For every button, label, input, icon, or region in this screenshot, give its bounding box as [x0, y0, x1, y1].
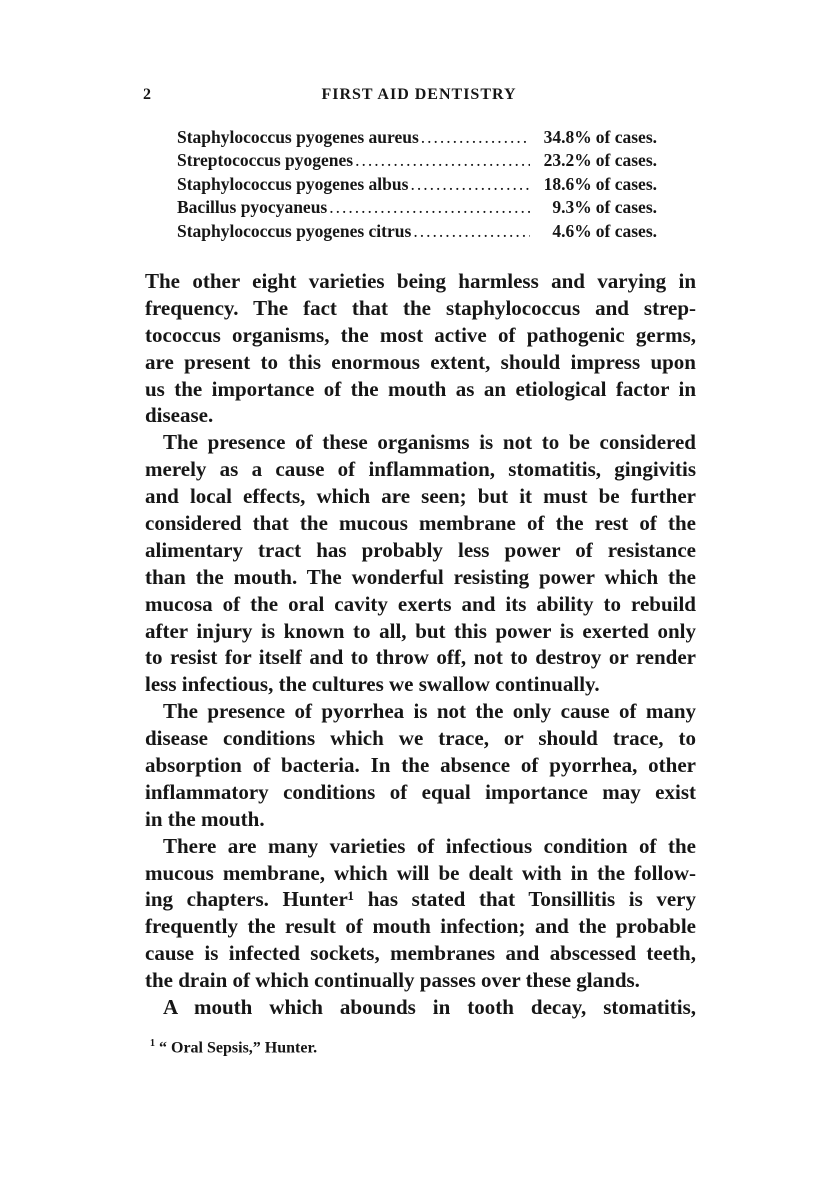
table-row	[177, 220, 657, 243]
organism-name: Staphylococcus pyogenes citrus	[177, 220, 412, 241]
cases-label: of cases.	[595, 197, 657, 218]
organism-name: Bacillus pyocyaneus	[177, 197, 328, 218]
text-line: less infectious, the cultures we swallow continually.	[145, 672, 600, 697]
text-line: inflammatory conditions of equal importance may exist	[145, 779, 696, 804]
paragraph	[145, 268, 696, 429]
text-line: disease conditions which we trace, or should trace, to	[145, 726, 696, 751]
page-number: 2	[143, 86, 152, 103]
text-line: absorption of bacteria. In the absence of pyorrhea, other	[145, 753, 696, 778]
text-line: disease.	[145, 403, 214, 428]
paragraph	[145, 429, 696, 698]
text-line: in the mouth.	[145, 806, 265, 831]
footnote	[150, 1038, 317, 1057]
text-line: are present to this enormous extent, should impress upon	[145, 349, 696, 374]
percentage: 23.2%	[543, 150, 592, 171]
paragraph	[145, 994, 696, 1021]
text-line: frequently the result of mouth infection; and the probable	[145, 914, 696, 939]
text-line: than the mouth. The wonderful resisting power which the	[145, 564, 696, 589]
text-line: alimentary tract has probably less power of resistance	[145, 537, 696, 562]
text-line: frequency. The fact that the staphylococcus and strep-	[145, 295, 696, 320]
text-line: us the importance of the mouth as an etiological factor in	[145, 376, 696, 401]
dot-leader	[411, 220, 529, 243]
dot-leader	[408, 173, 529, 196]
table-row	[177, 196, 657, 219]
text-line: and local effects, which are seen; but it must be further	[145, 484, 696, 509]
cases-label: of cases.	[595, 173, 657, 194]
percentage: 4.6%	[552, 220, 592, 241]
text-line: A mouth which abounds in tooth decay, stomatitis,	[163, 995, 696, 1020]
text-line: the drain of which continually passes over these glands.	[145, 968, 640, 993]
text-line: considered that the mucous membrane of the rest of the	[145, 511, 696, 536]
paragraph	[145, 698, 696, 832]
footnote-text: “ Oral Sepsis,” Hunter.	[159, 1039, 318, 1057]
organism-name: Staphylococcus pyogenes albus	[177, 173, 409, 194]
percentage: 9.3%	[552, 197, 592, 218]
text-line: The presence of pyorrhea is not the only cause of many	[163, 699, 696, 724]
body-text	[145, 268, 696, 1021]
running-header	[143, 86, 695, 110]
text-line: mucosa of the oral cavity exerts and its ability to rebuild	[145, 591, 696, 616]
text-line: The other eight varieties being harmless and varying in	[145, 269, 696, 293]
cases-label: of cases.	[595, 150, 657, 171]
text-line: The presence of these organisms is not to be considered	[163, 430, 696, 455]
text-line: merely as a cause of inflammation, stomatitis, gingivitis	[145, 457, 696, 482]
table-row	[177, 149, 657, 172]
cases-label: of cases.	[595, 127, 657, 147]
text-line: There are many varieties of infectious condition of the	[163, 833, 696, 858]
footnote-marker: 1	[150, 1038, 155, 1049]
percentage: 18.6%	[543, 173, 592, 194]
organism-name: Streptococcus pyogenes	[177, 150, 354, 171]
organism-frequency-table	[177, 126, 657, 243]
dot-leader	[419, 126, 530, 149]
text-line: cause is infected sockets, membranes and abscessed teeth,	[145, 941, 696, 966]
percentage: 34.8%	[543, 127, 592, 147]
running-title: FIRST AID DENTISTRY	[321, 86, 517, 103]
text-line: mucous membrane, which will be dealt with in the follow-	[145, 860, 696, 885]
organism-name: Staphylococcus pyogenes aureus	[177, 127, 419, 147]
text-line: after injury is known to all, but this power is exerted only	[145, 618, 696, 643]
text-line: ing chapters. Hunter¹ has stated that Tonsillitis is very	[145, 887, 696, 912]
table-row	[177, 126, 657, 149]
table-row	[177, 173, 657, 196]
dot-leader	[353, 149, 530, 172]
text-line: tococcus organisms, the most active of pathogenic germs,	[145, 322, 696, 347]
text-line: to resist for itself and to throw off, not to destroy or render	[145, 645, 696, 670]
paragraph	[145, 833, 696, 994]
cases-label: of cases.	[595, 220, 657, 241]
dot-leader	[327, 196, 530, 219]
